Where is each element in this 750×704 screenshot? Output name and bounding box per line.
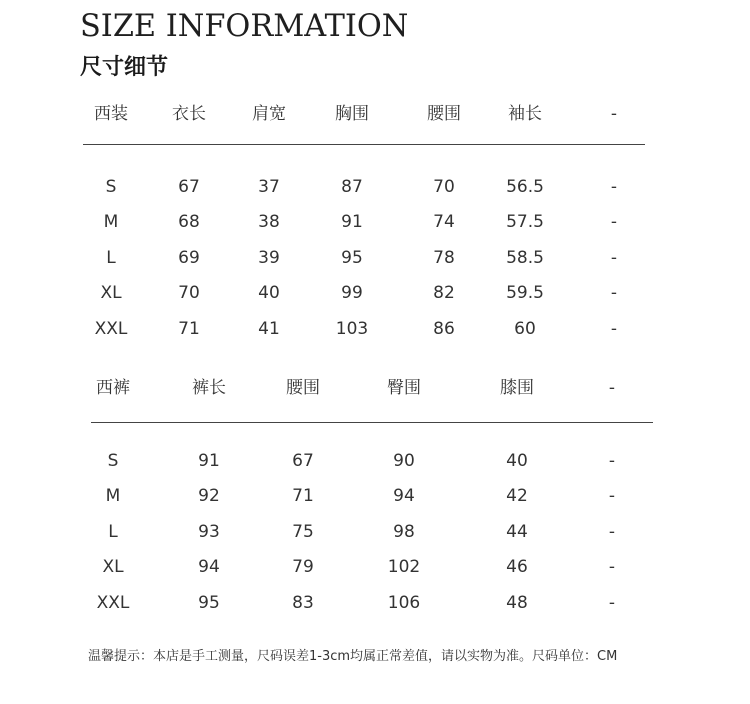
suit-header-cell: 腰围 — [427, 104, 461, 124]
pants-table-cell: 75 — [292, 522, 314, 542]
suit-table-cell: 38 — [258, 212, 280, 232]
pants-table-cell: 40 — [506, 451, 528, 471]
pants-table-cell: - — [608, 557, 616, 577]
suit-table-cell: 71 — [178, 319, 200, 339]
suit-table-cell: M — [103, 212, 119, 232]
suit-table-cell: 74 — [433, 212, 455, 232]
pants-header-divider — [91, 422, 653, 423]
suit-header-cell: 衣长 — [172, 104, 206, 124]
suit-table-cell: 70 — [178, 283, 200, 303]
pants-table-cell: 83 — [292, 593, 314, 613]
suit-table-cell: XXL — [94, 319, 128, 339]
pants-header-cell: - — [608, 378, 616, 398]
suit-header-cell: 肩宽 — [252, 104, 286, 124]
pants-table-cell: 67 — [292, 451, 314, 471]
suit-table-cell: 91 — [341, 212, 363, 232]
suit-table-cell: 86 — [433, 319, 455, 339]
suit-table-cell: - — [610, 177, 618, 197]
pants-table-cell: - — [608, 486, 616, 506]
suit-table-cell: 59.5 — [506, 283, 544, 303]
suit-table-cell: 70 — [433, 177, 455, 197]
suit-table-cell: 58.5 — [506, 248, 544, 268]
pants-table-cell: 42 — [506, 486, 528, 506]
suit-header-divider — [83, 144, 645, 145]
pants-table-cell: - — [608, 593, 616, 613]
suit-table-cell: L — [106, 248, 116, 268]
pants-table-cell: 46 — [506, 557, 528, 577]
suit-table-cell: XL — [100, 283, 122, 303]
suit-table-cell: 99 — [341, 283, 363, 303]
suit-table-cell: 57.5 — [506, 212, 544, 232]
pants-table-cell: M — [105, 486, 121, 506]
pants-table-cell: 98 — [393, 522, 415, 542]
suit-table-cell: - — [610, 248, 618, 268]
suit-table-cell: 39 — [258, 248, 280, 268]
pants-table-cell: 91 — [198, 451, 220, 471]
pants-header-cell: 腰围 — [286, 378, 320, 398]
pants-header-cell: 裤长 — [192, 378, 226, 398]
suit-table-cell: 82 — [433, 283, 455, 303]
pants-table-cell: 95 — [198, 593, 220, 613]
suit-header-cell: 西装 — [94, 104, 128, 124]
pants-table-cell: L — [108, 522, 118, 542]
pants-header-cell: 膝围 — [500, 378, 534, 398]
suit-table-cell: 60 — [514, 319, 536, 339]
suit-table-cell: - — [610, 319, 618, 339]
suit-table-cell: 69 — [178, 248, 200, 268]
pants-table-cell: - — [608, 522, 616, 542]
page-title-chinese: 尺寸细节 — [80, 55, 169, 80]
pants-table-cell: 93 — [198, 522, 220, 542]
pants-table-cell: S — [107, 451, 119, 471]
suit-table-cell: - — [610, 212, 618, 232]
pants-table-cell: 48 — [506, 593, 528, 613]
suit-table-cell: S — [105, 177, 117, 197]
pants-header-cell: 西裤 — [96, 378, 130, 398]
suit-table-cell: 56.5 — [506, 177, 544, 197]
suit-table-cell: 41 — [258, 319, 280, 339]
pants-table-cell: 44 — [506, 522, 528, 542]
measurement-note: 温馨提示：本店是手工测量，尺码误差1-3cm均属正常差值，请以实物为准。尺码单位：CM — [88, 649, 618, 664]
suit-table-cell: 40 — [258, 283, 280, 303]
suit-table-cell: 87 — [341, 177, 363, 197]
suit-table-cell: 68 — [178, 212, 200, 232]
pants-table-cell: 102 — [387, 557, 421, 577]
suit-table-cell: 103 — [335, 319, 369, 339]
suit-table-cell: 37 — [258, 177, 280, 197]
suit-table-cell: 95 — [341, 248, 363, 268]
suit-table-cell: 67 — [178, 177, 200, 197]
suit-header-cell: 袖长 — [508, 104, 542, 124]
pants-table-cell: 90 — [393, 451, 415, 471]
suit-table-cell: 78 — [433, 248, 455, 268]
pants-table-cell: 106 — [387, 593, 421, 613]
suit-table-cell: - — [610, 283, 618, 303]
suit-header-cell: 胸围 — [335, 104, 369, 124]
suit-header-cell: - — [610, 104, 618, 124]
pants-header-cell: 臀围 — [387, 378, 421, 398]
pants-table-cell: XXL — [96, 593, 130, 613]
pants-table-cell: 92 — [198, 486, 220, 506]
pants-table-cell: 94 — [393, 486, 415, 506]
pants-table-cell: 71 — [292, 486, 314, 506]
page-title-english: SIZE INFORMATION — [80, 8, 409, 44]
pants-table-cell: XL — [102, 557, 124, 577]
pants-table-cell: 94 — [198, 557, 220, 577]
pants-table-cell: - — [608, 451, 616, 471]
pants-table-cell: 79 — [292, 557, 314, 577]
